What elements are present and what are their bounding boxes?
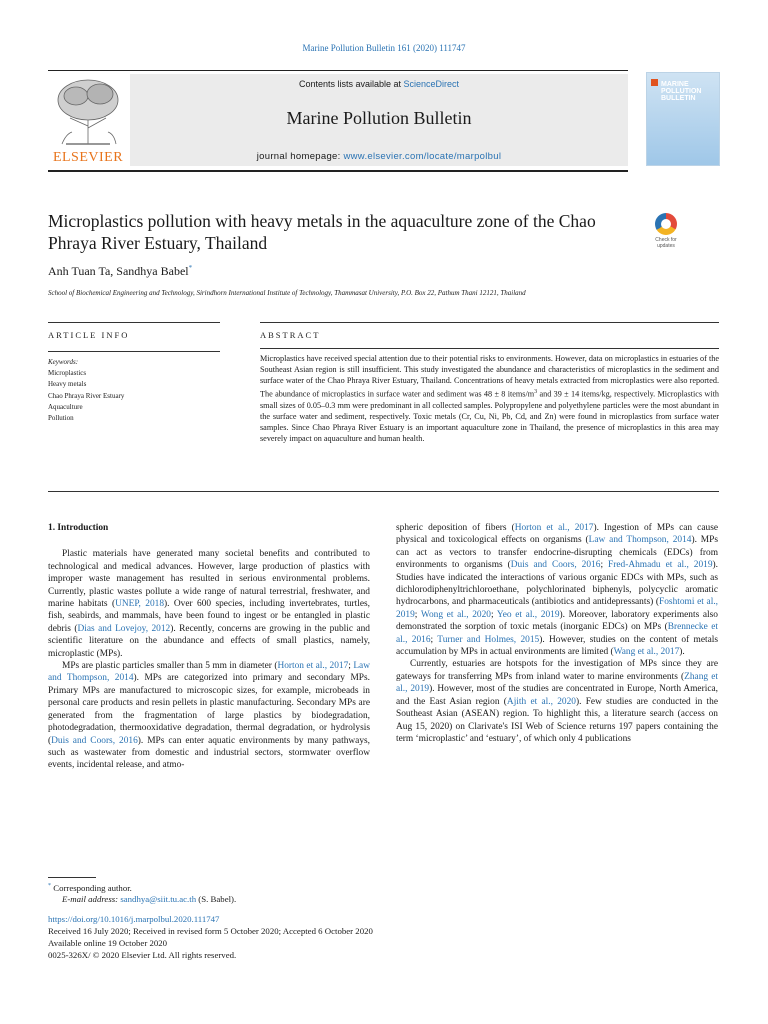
paragraph: Currently, estuaries are hotspots for the investigation of MPs since they are gateways for transferring MPs from inland water to marine environments (Zhang et al., 2019). However, most of the studies are concentrated in Europe, North America, and the East Asian region (Ajith et al., 2020). Few studies are conducted in the Southeast Asian (ASEAN) region. To highlight this, a literature search (access on Aug 15, 2020) on Clarivate's ISI Web of Science returns 197 papers containing the term ‘microplastic’ and ‘estuary’, of which only 4 publications xyxy=(396,659,719,744)
paragraph: Plastic materials have generated many societal benefits and contributed to technological and medical advances. However, large production of plastics with improper waste management has resulted in serious environmental problems. Currently, plastic wastes pollute a wide range of natural terrestrial, freshwater, and marine habitats (UNEP, 2018). Over 600 species, including invertebrates, turtles, fish, seabirds, and mammals, have been found to ingest or be entangled in plastic debris (Dias and Lovejoy, 2012). Recently, concerns are growing in the public and scientific literature on the abundance and effects of small plastics, namely, microplastic (MPs). xyxy=(48,549,370,659)
contents-line xyxy=(130,79,628,89)
header-top-rule xyxy=(48,70,628,71)
abstract-bottom-rule xyxy=(48,491,719,492)
abstract-rule xyxy=(260,348,719,349)
citation-line[interactable]: Marine Pollution Bulletin 161 (2020) 111747 xyxy=(302,43,466,53)
article-info-rule xyxy=(48,351,220,352)
doi-link[interactable]: https://doi.org/10.1016/j.marpolbul.2020.111747 xyxy=(48,914,220,924)
keywords-heading: Keywords: xyxy=(48,358,79,366)
citation-link[interactable]: Fred-Ahmadu et al., 2019 xyxy=(608,560,713,571)
journal-title: Marine Pollution Bulletin xyxy=(286,108,472,128)
keyword-item: Pollution xyxy=(48,414,74,423)
corresponding-author-mark[interactable]: * xyxy=(188,264,193,272)
homepage-prefix: journal homepage: xyxy=(256,151,344,162)
body-column-left xyxy=(48,522,370,772)
paragraph: spheric deposition of fibers (Horton et al., 2017). Ingestion of MPs can cause physical and toxicological effects on organisms (Law and Thompson, 2014). MPs can act as vectors to transfer endocrine-disrupting chemicals (EDCs) from environments to organisms (Duis and Coors, 2016; Fred-Ahmadu et al., 2019). Studies have indicated the interactions of various organic EDCs with MPs, such as dichlorodiphenyltrichloroethane, polychlorinated biphenyls, polycyclic aromatic hydrocarbons, and pharmaceuticals (antibiotics and antidepressants) (Foshtomi et al., 2019; Wong et al., 2020; Yeo et al., 2019). Moreover, laboratory experiments also demonstrated the sorption of toxic metals (inorganic EDCs) on MPs (Brennecke et al., 2016; Turner and Holmes, 2015). However, studies on the content of metals accumulation by MPs in actual environments are limited (Wang et al., 2017). xyxy=(396,523,719,658)
keyword-item: Heavy metals xyxy=(48,380,87,389)
citation-link[interactable]: UNEP, 2018 xyxy=(115,599,165,610)
check-updates-icon xyxy=(655,213,677,235)
tree-icon xyxy=(48,74,128,148)
citation-link[interactable]: Wang et al., 2017 xyxy=(613,647,680,658)
sciencedirect-link[interactable]: ScienceDirect xyxy=(403,79,460,89)
citation-link[interactable]: Horton et al., 2017 xyxy=(277,661,349,672)
article-info-heading: ARTICLE INFO xyxy=(48,330,130,340)
cover-mark xyxy=(651,79,658,86)
online-date: Available online 19 October 2020 xyxy=(48,938,168,948)
citation-link[interactable]: Ajith et al., 2020 xyxy=(506,696,576,707)
elsevier-logo xyxy=(48,74,128,166)
abstract-rule-top xyxy=(260,322,719,323)
citation-link[interactable]: Turner and Holmes, 2015 xyxy=(437,634,540,645)
citation-link[interactable]: Zhang et al., 2019 xyxy=(396,671,719,695)
journal-cover xyxy=(646,72,720,166)
keywords-block xyxy=(48,357,208,424)
body-column-right xyxy=(396,522,718,745)
abstract-text xyxy=(260,353,719,444)
abstract-heading: ABSTRACT xyxy=(260,330,321,340)
citation-link[interactable]: Foshtomi et al., 2019 xyxy=(396,597,719,620)
citation-link[interactable]: Wong et al., 2020 xyxy=(420,609,491,620)
article-title: Microplastics pollution with heavy metals in the aquaculture zone of the Chao Phraya River Estuary, Thailand xyxy=(48,211,596,253)
affiliation: School of Biochemical Engineering and Technology, Sirindhorn International Institute of Technology, Thammasat University, P.O. Box 22, Pathum Thani 12121, Thailand xyxy=(48,289,526,297)
keyword-item: Chao Phraya River Estuary xyxy=(48,391,125,400)
badge-label: Check for updates xyxy=(655,237,677,249)
copyright: 0025-326X/ © 2020 Elsevier Ltd. All rights reserved. xyxy=(48,950,237,960)
check-updates-badge[interactable] xyxy=(648,213,684,253)
citation-link[interactable]: Duis and Coors, 2016 xyxy=(510,560,601,571)
email-footnote xyxy=(62,894,236,906)
abstract-part: Microplastics have received special attention due to their potential risks to environments. However, data on microplastics in estuaries of the Southeast Asian region is still insufficient. This study investigated the abundance and characteristics of microplastics in the sediment and surface water of the Chao Phraya River Estuary, Thailand. Concentrations of heavy metals extracted from microplastics were also reported. The abundance of microplastics in surface water and sediment was 48 ± 8 items/m xyxy=(260,354,719,399)
footnote-mark: * xyxy=(48,883,51,889)
citation-link[interactable]: Horton et al., 2017 xyxy=(514,523,594,533)
article-info-rule-top xyxy=(48,322,220,323)
keyword-item: Aquaculture xyxy=(48,402,83,411)
citation-link[interactable]: Law and Thompson, 2014 xyxy=(588,535,692,546)
author-names: Anh Tuan Ta, Sandhya Babel xyxy=(48,264,189,278)
cover-title: MARINE POLLUTION BULLETIN xyxy=(661,81,702,102)
section-heading: 1. Introduction xyxy=(48,523,109,533)
keyword-item: Microplastics xyxy=(48,369,87,378)
contents-prefix: Contents lists available at xyxy=(298,79,404,89)
abstract-superscript: 3 xyxy=(534,388,538,395)
homepage-link[interactable]: www.elsevier.com/locate/marpolbul xyxy=(343,151,502,162)
paragraph: MPs are plastic particles smaller than 5 mm in diameter (Horton et al., 2017; Law and Thompson, 2014). MPs are categorized into primary and secondary MPs. Primary MPs are manufactured to microscopic sizes, for example, microbeads in personal care products and resin pellets in plastic manufacturing. Secondary MPs are generated from the fragmentation of large plastics by biodegradation, photodegradation, thermooxidative degradation, thermal degradation, or hydrolysis (Duis and Coors, 2016). MPs can enter aquatic environments by many pathways, such as wastewater from domestic and industrial sectors, stormwater overflow events, incidental release, and atmo- xyxy=(48,661,370,771)
citation-link[interactable]: Law and Thompson, 2014 xyxy=(48,661,370,684)
citation-link[interactable]: Brennecke et al., 2016 xyxy=(396,622,718,645)
email-link[interactable]: sandhya@siit.tu.ac.th xyxy=(120,894,197,904)
abstract-part: and 39 ± 14 items/kg, respectively. Microplastics with small sizes of 0.05–0.3 mm were predominant in all collected samples. Polypropylene and polyethylene particles were the most abundant in the surface water and sediment, respectively. Toxic metals (Cr, Cu, Ni, Pb, Cd, and Zn) were found in microplastics from surface water samples. Since Chao Phraya River Estuary is an important aquaculture zone in Thailand, the presence of microplastics in this area may severely impact on aquaculture and human health. xyxy=(260,389,719,444)
citation-link[interactable]: Dias and Lovejoy, 2012 xyxy=(77,623,171,634)
citation-link[interactable]: Duis and Coors, 2016 xyxy=(51,735,138,746)
footnote-rule xyxy=(48,877,96,878)
received-dates: Received 16 July 2020; Received in revised form 5 October 2020; Accepted 6 October 2020 xyxy=(48,926,373,936)
corresponding-text: Corresponding author. xyxy=(53,882,132,893)
email-suffix: (S. Babel). xyxy=(196,894,237,904)
publisher-name: ELSEVIER xyxy=(52,150,124,165)
header-bottom-rule xyxy=(48,170,628,172)
corresponding-footnote xyxy=(48,881,132,894)
author-list xyxy=(48,264,192,279)
email-label: E-mail address: xyxy=(62,894,121,904)
homepage-line xyxy=(130,151,628,162)
citation-link[interactable]: Yeo et al., 2019 xyxy=(496,609,560,620)
